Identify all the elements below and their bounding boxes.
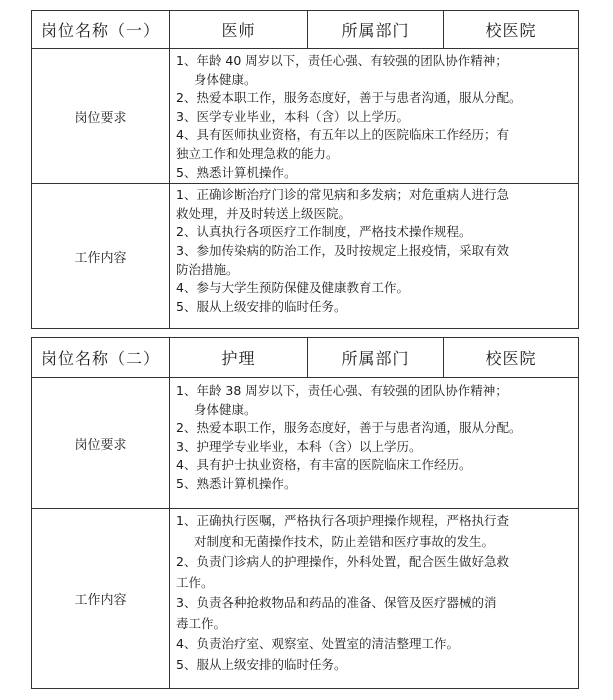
requirement-line: 4、具有护士执业资格，有丰富的医院临床工作经历。 [176,457,472,473]
duty-line: 5、服从上级安排的临时任务。 [176,298,347,314]
duty-line: 5、服从上级安排的临时任务。 [176,656,347,672]
job-table-2 [31,337,579,689]
duty-line: 2、认真执行各项医疗工作制度，严格技术操作规程。 [176,224,472,240]
position-label: 岗位名称（一） [32,11,170,49]
job-table-1 [31,10,579,329]
requirements-content [170,49,579,184]
requirement-line: 1、年龄 38 周岁以下，责任心强、有较强的团队协作精神； [176,383,508,398]
duty-line: 1、正确执行医嘱，严格执行各项护理操作规程，严格执行查 [176,513,509,528]
position-label: 岗位名称（二） [32,338,170,378]
duty-line: 对制度和无菌操作技术，防止差错和医疗事故的发生。 [194,533,495,549]
requirement-line: 2、热爱本职工作，服务态度好，善于与患者沟通，服从分配。 [176,420,522,436]
duties-label: 工作内容 [32,509,170,689]
requirements-row [32,49,579,184]
requirement-line: 身体健康。 [194,401,257,417]
duty-line: 4、负责治疗室、观察室、处置室的清洁整理工作。 [176,636,459,651]
requirement-line: 3、医学专业毕业，本科（含）以上学历。 [176,108,409,124]
duties-row [32,184,579,329]
position-name: 医师 [170,11,308,49]
requirements-content [170,378,579,509]
requirement-line: 1、年龄 40 周岁以下，责任心强、有较强的团队协作精神； [176,53,508,68]
duty-line: 4、参与大学生预防保健及健康教育工作。 [176,280,409,296]
requirement-line: 4、具有医师执业资格，有五年以上的医院临床工作经历；有 [176,127,509,143]
duty-line: 救处理，并及时转送上级医院。 [176,205,352,221]
duties-content [170,184,579,329]
duty-line: 毒工作。 [176,615,227,631]
requirements-label: 岗位要求 [32,378,170,509]
requirement-line: 5、熟悉计算机操作。 [176,164,297,180]
position-name: 护理 [170,338,308,378]
requirement-line: 身体健康。 [194,71,257,87]
requirements-row [32,378,579,509]
duty-line: 2、负责门诊病人的护理操作，外科处置，配合医生做好急救 [176,554,509,569]
duty-line: 防治措施。 [176,261,239,277]
requirements-label: 岗位要求 [32,49,170,184]
duties-content [170,509,579,689]
duties-row [32,509,579,689]
dept-label: 所属部门 [308,11,444,49]
clipped-table-edge [31,0,578,4]
table-header-row [32,338,579,378]
duty-line: 1、正确诊断治疗门诊的常见病和多发病；对危重病人进行急 [176,187,509,203]
dept-name: 校医院 [444,11,579,49]
duty-line: 3、负责各种抢救物品和药品的准备、保管及医疗器械的消 [176,595,497,610]
duties-label: 工作内容 [32,184,170,329]
dept-label: 所属部门 [308,338,444,378]
requirement-line: 2、热爱本职工作，服务态度好，善于与患者沟通，服从分配。 [176,90,522,106]
table-header-row [32,11,579,49]
dept-name: 校医院 [444,338,579,378]
requirement-line: 5、熟悉计算机操作。 [176,475,297,491]
requirement-line: 3、护理学专业毕业，本科（含）以上学历。 [176,438,422,454]
requirement-line: 独立工作和处理急救的能力。 [176,145,339,161]
duty-line: 3、参加传染病的防治工作，及时按规定上报疫情，采取有效 [176,242,509,258]
duty-line: 工作。 [176,574,214,590]
